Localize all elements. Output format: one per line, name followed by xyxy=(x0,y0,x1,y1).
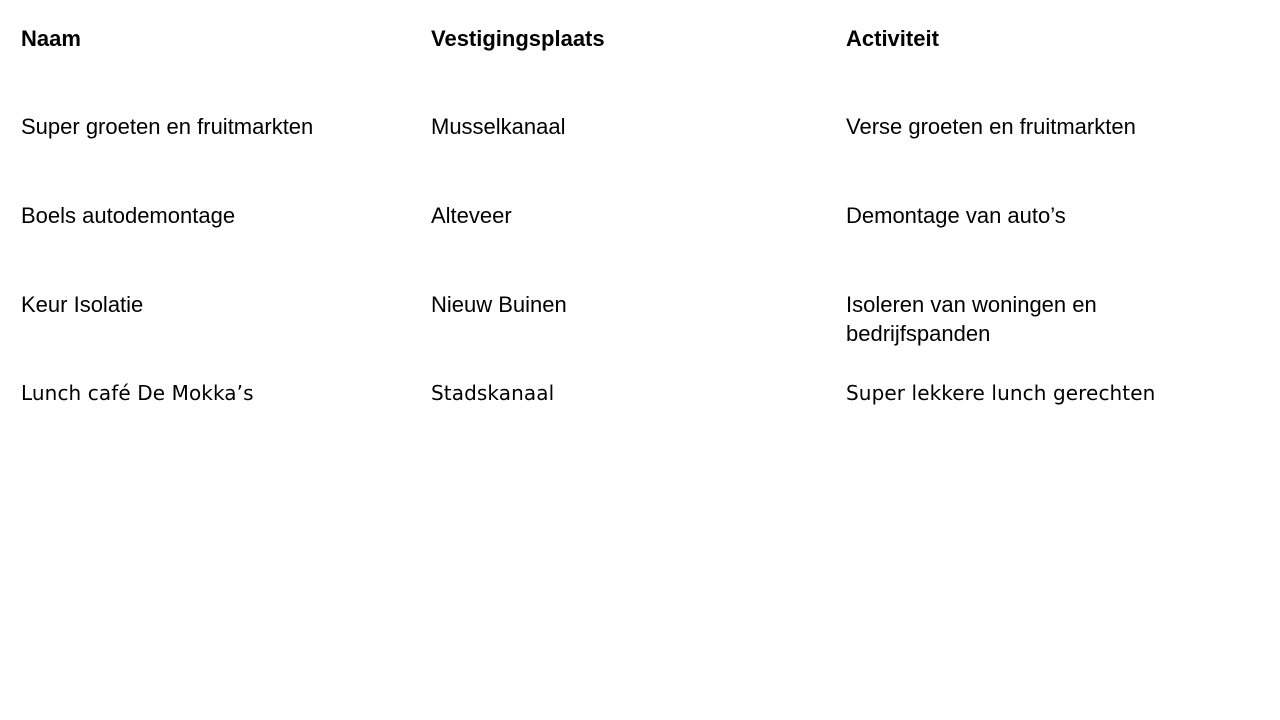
cell-vestigingsplaats: Alteveer xyxy=(431,203,512,228)
table-row xyxy=(21,267,1261,356)
cell-naam: Keur Isolatie xyxy=(21,292,144,317)
cell-vestigingsplaats: Musselkanaal xyxy=(431,114,566,139)
header-activiteit: Activiteit xyxy=(846,26,939,51)
header-vestigingsplaats: Vestigingsplaats xyxy=(431,26,605,51)
cell-vestigingsplaats: Stadskanaal xyxy=(431,381,555,405)
table-row xyxy=(21,89,1261,178)
cell-activiteit: Verse groeten en fruitmarkten xyxy=(846,114,1136,139)
company-table xyxy=(21,0,1261,445)
cell-activiteit: Isoleren van woningen en bedrijfspanden xyxy=(846,292,1097,346)
cell-activiteit: Super lekkere lunch gerechten xyxy=(846,381,1156,405)
cell-naam: Super groeten en fruitmarkten xyxy=(21,114,314,139)
cell-naam: Lunch café De Mokka’s xyxy=(21,381,254,405)
header-naam: Naam xyxy=(21,26,81,51)
table-row xyxy=(21,356,1261,445)
table-header-row xyxy=(21,0,1261,89)
table-row xyxy=(21,178,1261,267)
cell-activiteit: Demontage van auto’s xyxy=(846,203,1066,228)
cell-vestigingsplaats: Nieuw Buinen xyxy=(431,292,567,317)
cell-naam: Boels autodemontage xyxy=(21,203,236,228)
